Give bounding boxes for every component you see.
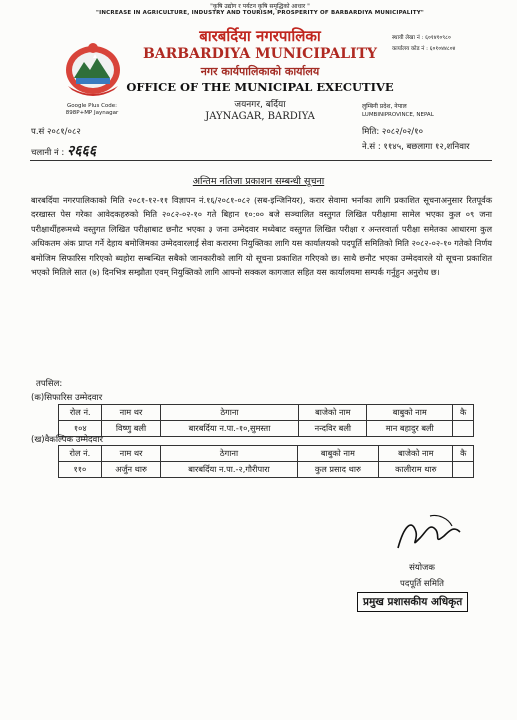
header-divider [30, 160, 492, 161]
municipality-title-en: BARBARDIYA MUNICIPALITY [142, 46, 378, 62]
place-np: जयनगर, बर्दिया [234, 100, 286, 110]
col-father: बाबुको नाम [367, 405, 453, 421]
cao-stamp: प्रमुख प्रशासकीय अधिकृत [357, 592, 468, 612]
office-title-en: OFFICE OF THE MUNICIPAL EXECUTIVE [126, 80, 394, 94]
col-name: नाम थर [101, 446, 161, 462]
table-row [59, 462, 474, 478]
col-father: बाबुको नाम [297, 446, 379, 462]
patra-sankhya: प.सं २०८१/०८२ [31, 127, 81, 137]
cell-name: अर्जुन थारु [101, 462, 161, 478]
municipality-title-np: बारबर्दिया नगरपालिका [199, 27, 321, 45]
gpc-label: Google Plus Code: [66, 103, 118, 109]
province-block [362, 103, 434, 119]
province-np: लुम्बिनी प्रदेश, नेपाल [362, 103, 407, 110]
issue-date: मिति: २०८२/०२/१० [362, 127, 423, 137]
col-roll: रोल नं. [59, 446, 102, 462]
cell-father: मान बहादुर बली [367, 421, 453, 437]
col-name: नाम थर [102, 405, 160, 421]
cell-name: विष्णु बली [102, 421, 160, 437]
table-header-row [59, 446, 474, 462]
gpc-value: 898P+MP Jaynagar [65, 110, 119, 116]
motto-en: "INCREASE IN AGRICULTURE, INDUSTRY AND TOURISM, PROSPERITY OF BARBARDIYA MUNICIPALITY" [96, 10, 424, 16]
cell-remarks [453, 462, 474, 478]
office-title-np: नगर कार्यपालिकाको कार्यालय [200, 65, 320, 78]
chalani-label: चलानी नं : [31, 148, 65, 158]
col-remarks: कै [453, 405, 474, 421]
province-en: LUMBINIPROVINCE, NEPAL [362, 112, 434, 118]
col-address: ठेगाना [161, 446, 297, 462]
table-row [59, 421, 474, 437]
cell-grandfather: कालीराम थारु [379, 462, 453, 478]
chalani-value: २६६६ [66, 143, 97, 159]
nepal-sambat-date: ने.सं : ११४५, बछलागा १२,शनिवार [362, 142, 470, 152]
signatory-role: संयोजक [409, 563, 435, 573]
place-en: JAYNAGAR, BARDIYA [205, 111, 315, 122]
cell-remarks [453, 421, 474, 437]
notice-body: बारबर्दिया नगरपालिकाको मिति २०८१-१२-११ विज्ञापन नं.१६/२०८१-०८२ (सब-इन्जिनियर), करार सेवामा भर्नाका लागि प्रकाशित सूचनाअनुसार रितपूर्वक दरखास्त पेस गरेका आवेदकहरुको मिति २०८२-०२-१० गते बिहान १०:०० बजे सञ्चालित वस्तुगत लिखित परीक्षामा सामेल भएका कुल ०९ जना परीक्षार्थीहरूमध्ये वस्तुगत लिखित परीक्षाबाट छनौट भएका ३ जना उम्मेदवार मध्येबाट वस्तुगत लिखित परीक्षा र अन्तरवार्ता परीक्षा समेतका आधारमा कुल अधिकतम अंक प्राप्त गर्ने देहाय बमोजिमका उम्मेदवारलाई सेवा करारमा नियुक्तिका लागि यस कार्यालयको पदपूर्ति समितिको मिति २०८२-०२-१० गतेको निर्णय बमोजिम सिफारिस गरिएको ब्यहोरा सम्बन्धित सबैको जानकारीको लागि यो सूचना प्रकाशित गरिएको छ। साथै छनौट भएका उम्मेदवारले यो सूचना प्रकाशित भएको मितिले सात (७) दिनभित्र सम्झौता एवम् नियुक्तिको लागि आफ्नो सक्कल कागजात सहित यस कार्यालयमा सम्पर्क गर्नुहुन अनुरोध छ। [31, 195, 492, 278]
cell-roll: १०४ [59, 421, 102, 437]
alternate-table [58, 445, 474, 478]
col-remarks: कै [453, 446, 474, 462]
recommended-table [58, 404, 474, 437]
tapasil-label: तपसिल: [36, 379, 63, 389]
office-code: कार्यालय कोड नं : ६०१०४४८०४ [392, 46, 456, 52]
chalani-number [31, 141, 96, 160]
motto-np: "कृषि उद्योग र पर्यटन कृषि समृद्धिको आधार " [210, 3, 310, 10]
recommended-label: (क)सिफारिस उम्मेदवार [31, 393, 103, 403]
signatory-committee: पदपूर्ति समिति [400, 579, 444, 589]
col-grandfather: बाजेको नाम [299, 405, 367, 421]
col-address: ठेगाना [160, 405, 299, 421]
col-grandfather: बाजेको नाम [379, 446, 453, 462]
google-plus-code [62, 103, 122, 117]
cell-grandfather: नन्दविर बली [299, 421, 367, 437]
cell-address: बारबर्दिया न.पा.-२,गौरीपारा [161, 462, 297, 478]
signature-icon [390, 508, 470, 558]
table-header-row [59, 405, 474, 421]
col-roll: रोल नं. [59, 405, 102, 421]
cell-father: कुल प्रसाद थारु [297, 462, 379, 478]
notice-heading: अन्तिम नतिजा प्रकाशन सम्बन्धी सूचना [192, 176, 325, 187]
permanent-account-number: स्थायी लेखा नं : ६०१४१०९८० [392, 35, 451, 41]
cell-roll: ११० [59, 462, 102, 478]
cell-address: बारबर्दिया न.पा.-१०,सुमस्ता [160, 421, 299, 437]
alternate-label: (ख)वैकल्पिक उम्मेदवार [31, 435, 103, 445]
